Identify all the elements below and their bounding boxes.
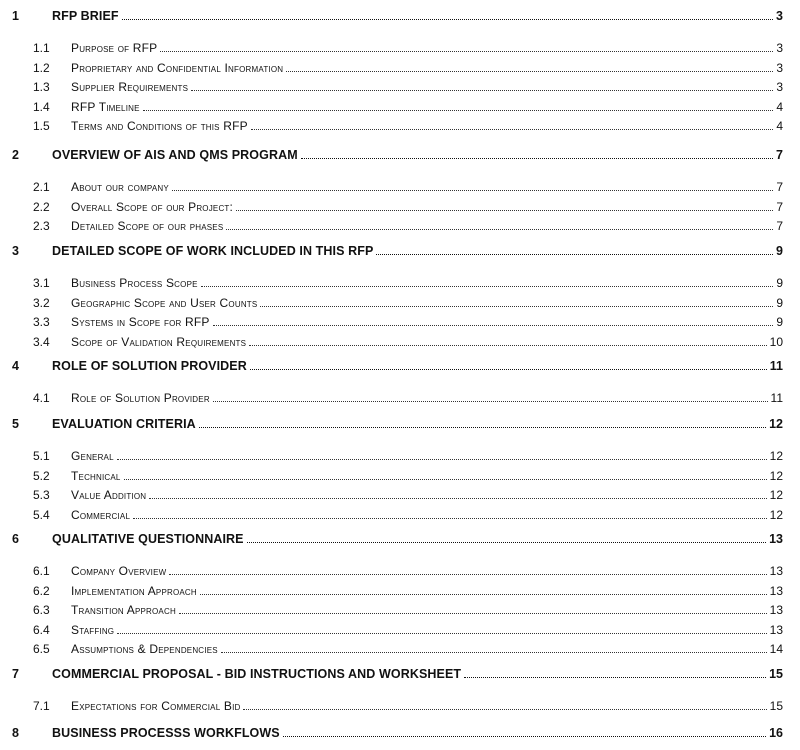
toc-entry-page-number: 12	[769, 507, 783, 522]
toc-section-7[interactable]	[0, 664, 800, 682]
toc-entry-title: DETAILED SCOPE OF WORK INCLUDED IN THIS RFP	[52, 244, 374, 258]
toc-entry-link[interactable]	[71, 335, 783, 349]
toc-entry-link[interactable]	[71, 449, 783, 463]
dot-leader	[201, 286, 774, 287]
toc-entry-title: Terms and Conditions of this RFP	[71, 119, 248, 133]
toc-entry-title: Technical	[71, 468, 121, 483]
toc-entry-number: 5.3	[33, 488, 50, 502]
dot-leader	[243, 709, 766, 710]
toc-entry-number: 6.5	[33, 642, 50, 656]
toc-entry-page-number: 10	[769, 334, 783, 349]
toc-entry-page-number: 13	[769, 603, 783, 617]
toc-entry-link[interactable]	[52, 532, 783, 546]
dot-leader	[179, 613, 767, 614]
toc-entry-title: COMMERCIAL PROPOSAL - BID INSTRUCTIONS AND WORKSHEET	[52, 667, 462, 681]
toc-subsection-1-5[interactable]	[0, 116, 800, 134]
toc-entry-title: Staffing	[71, 622, 115, 637]
toc-entry-title: Expectations for Commercial Bid	[71, 699, 241, 713]
toc-entry-title: Systems in Scope for RFP	[71, 315, 210, 329]
toc-entry-link[interactable]	[52, 417, 783, 431]
toc-section-3[interactable]	[0, 241, 800, 259]
toc-entry-number: 1.2	[33, 60, 50, 75]
toc-section-4[interactable]	[0, 356, 800, 374]
dot-leader	[301, 158, 773, 159]
toc-entry-title: Geographic Scope and User Counts	[71, 295, 258, 310]
dot-leader	[160, 51, 773, 52]
toc-subsection-4-1[interactable]	[0, 388, 800, 406]
toc-entry-link[interactable]	[52, 726, 783, 740]
toc-subsection-6-4[interactable]	[0, 620, 800, 638]
toc-entry-title: RFP BRIEF	[52, 9, 119, 23]
toc-entry-link[interactable]	[52, 359, 783, 373]
toc-entry-link[interactable]	[52, 148, 783, 162]
toc-section-6[interactable]	[0, 529, 800, 547]
toc-entry-page-number: 9	[776, 315, 783, 329]
toc-subsection-6-1[interactable]	[0, 561, 800, 579]
toc-entry-number: 3	[12, 244, 19, 258]
toc-entry-page-number: 7	[776, 148, 783, 162]
toc-entry-page-number: 4	[776, 119, 783, 133]
toc-subsection-6-3[interactable]	[0, 600, 800, 618]
toc-subsection-6-5[interactable]	[0, 639, 800, 657]
toc-entry-link[interactable]	[71, 41, 783, 55]
toc-entry-title: Transition Approach	[71, 603, 176, 617]
toc-subsection-1-1[interactable]	[0, 38, 800, 56]
toc-entry-title: Role of Solution Provider	[71, 391, 210, 405]
toc-entry-title: Company Overview	[71, 564, 167, 578]
dot-leader	[283, 736, 766, 737]
toc-entry-number: 5.2	[33, 468, 50, 483]
toc-subsection-5-4[interactable]	[0, 505, 800, 523]
dot-leader	[122, 19, 773, 20]
dot-leader	[464, 677, 766, 678]
dot-leader	[199, 427, 766, 428]
dot-leader	[149, 498, 766, 499]
toc-entry-number: 5.4	[33, 507, 50, 522]
toc-entry-number: 2	[12, 148, 19, 162]
toc-entry-link[interactable]	[71, 200, 783, 214]
toc-entry-link[interactable]	[52, 667, 783, 681]
toc-subsection-3-1[interactable]	[0, 273, 800, 291]
toc-subsection-6-2[interactable]	[0, 581, 800, 599]
toc-entry-link[interactable]	[71, 488, 783, 502]
toc-entry-link[interactable]	[71, 469, 783, 483]
toc-entry-page-number: 3	[776, 80, 783, 94]
toc-entry-number: 3.3	[33, 315, 50, 329]
toc-entry-title: QUALITATIVE QUESTIONNAIRE	[52, 532, 244, 546]
toc-entry-title: Business Process Scope	[71, 276, 198, 290]
toc-entry-number: 2.2	[33, 199, 50, 214]
dot-leader	[213, 401, 768, 402]
toc-entry-number: 8	[12, 726, 19, 740]
toc-entry-number: 7	[12, 667, 19, 681]
toc-entry-number: 7.1	[33, 699, 50, 713]
toc-subsection-2-1[interactable]	[0, 177, 800, 195]
toc-entry-page-number: 12	[769, 468, 783, 483]
toc-entry-title: Value Addition	[71, 488, 147, 502]
toc-entry-link[interactable]	[71, 119, 783, 133]
toc-entry-number: 2.1	[33, 180, 50, 194]
toc-entry-page-number: 12	[769, 417, 783, 431]
toc-entry-title: Overall Scope of our Project:	[71, 199, 234, 214]
toc-entry-number: 1.3	[33, 80, 50, 94]
toc-entry-title: BUSINESS PROCESSS WORKFLOWS	[52, 726, 280, 740]
dot-leader	[221, 652, 767, 653]
toc-entry-link[interactable]	[71, 100, 783, 114]
toc-subsection-1-2[interactable]	[0, 58, 800, 76]
toc-entry-link[interactable]	[71, 584, 783, 598]
toc-subsection-3-2[interactable]	[0, 293, 800, 311]
dot-leader	[124, 479, 767, 480]
dot-leader	[191, 90, 773, 91]
toc-entry-page-number: 13	[769, 583, 783, 598]
toc-entry-number: 1	[12, 9, 19, 23]
toc-entry-link[interactable]	[71, 219, 783, 233]
toc-section-1[interactable]	[0, 6, 800, 24]
dot-leader	[286, 71, 773, 72]
toc-entry-title: ROLE OF SOLUTION PROVIDER	[52, 359, 247, 373]
toc-entry-page-number: 13	[769, 532, 783, 546]
dot-leader	[376, 254, 773, 255]
dot-leader	[117, 633, 766, 634]
toc-entry-page-number: 4	[776, 99, 783, 114]
toc-section-8[interactable]	[0, 723, 800, 741]
toc-entry-title: Commercial	[71, 507, 131, 522]
toc-entry-link[interactable]	[71, 315, 783, 329]
toc-entry-title: About our company	[71, 180, 169, 194]
toc-section-5[interactable]	[0, 414, 800, 432]
toc-subsection-3-3[interactable]	[0, 312, 800, 330]
dot-leader	[247, 542, 766, 543]
toc-entry-link[interactable]	[71, 564, 783, 578]
toc-entry-title: Detailed Scope of our phases	[71, 219, 224, 233]
toc-entry-page-number: 9	[776, 295, 783, 310]
toc-entry-number: 6.1	[33, 564, 50, 578]
toc-section-2[interactable]	[0, 145, 800, 163]
toc-entry-page-number: 3	[776, 41, 783, 55]
toc-subsection-7-1[interactable]	[0, 696, 800, 714]
toc-entry-title: RFP Timeline	[71, 99, 140, 114]
toc-entry-link[interactable]	[52, 9, 783, 23]
toc-entry-title: EVALUATION CRITERIA	[52, 417, 196, 431]
toc-entry-title: Scope of Validation Requirements	[71, 334, 247, 349]
toc-subsection-5-3[interactable]	[0, 485, 800, 503]
toc-entry-page-number: 7	[776, 199, 783, 214]
toc-entry-link[interactable]	[71, 80, 783, 94]
toc-subsection-1-4[interactable]	[0, 97, 800, 115]
dot-leader	[133, 518, 767, 519]
toc-entry-number: 5.1	[33, 449, 50, 463]
toc-entry-number: 4.1	[33, 391, 50, 405]
toc-entry-page-number: 3	[776, 9, 783, 23]
toc-entry-page-number: 9	[776, 276, 783, 290]
toc-entry-page-number: 14	[769, 642, 783, 656]
dot-leader	[236, 210, 773, 211]
toc-entry-page-number: 15	[769, 699, 783, 713]
dot-leader	[251, 129, 773, 130]
toc-entry-page-number: 3	[776, 60, 783, 75]
toc-entry-link[interactable]	[52, 244, 783, 258]
dot-leader	[172, 190, 773, 191]
toc-subsection-5-1[interactable]	[0, 446, 800, 464]
dot-leader	[117, 459, 767, 460]
toc-entry-title: Implementation Approach	[71, 583, 197, 598]
toc-entry-link[interactable]	[71, 603, 783, 617]
toc-entry-page-number: 11	[770, 391, 783, 405]
toc-entry-link[interactable]	[71, 699, 783, 713]
toc-entry-page-number: 13	[769, 622, 783, 637]
toc-entry-page-number: 11	[769, 359, 783, 373]
toc-entry-number: 6.4	[33, 622, 50, 637]
toc-entry-link[interactable]	[71, 642, 783, 656]
toc-entry-title: OVERVIEW OF AIS AND QMS PROGRAM	[52, 148, 298, 162]
dot-leader	[226, 229, 773, 230]
toc-entry-number: 1.1	[33, 41, 50, 55]
dot-leader	[200, 594, 767, 595]
toc-entry-title: General	[71, 449, 114, 463]
toc-entry-title: Proprietary and Confidential Information	[71, 60, 284, 75]
dot-leader	[249, 345, 766, 346]
toc-entry-page-number: 13	[769, 564, 783, 578]
toc-entry-number: 6.2	[33, 583, 50, 598]
toc-entry-page-number: 12	[769, 488, 783, 502]
toc-entry-page-number: 7	[776, 180, 783, 194]
toc-entry-number: 2.3	[33, 219, 50, 233]
toc-entry-page-number: 7	[776, 219, 783, 233]
toc-entry-number: 3.4	[33, 334, 50, 349]
toc-entry-number: 6	[12, 532, 19, 546]
dot-leader	[260, 306, 773, 307]
toc-entry-number: 5	[12, 417, 19, 431]
toc-entry-link[interactable]	[71, 276, 783, 290]
toc-entry-number: 3.2	[33, 295, 50, 310]
toc-entry-title: Assumptions & Dependencies	[71, 642, 218, 656]
toc-entry-page-number: 12	[769, 449, 783, 463]
toc-subsection-2-2[interactable]	[0, 197, 800, 215]
toc-entry-title: Purpose of RFP	[71, 41, 158, 55]
toc-entry-link[interactable]	[71, 508, 783, 522]
toc-entry-link[interactable]	[71, 180, 783, 194]
toc-subsection-3-4[interactable]	[0, 332, 800, 350]
toc-subsection-1-3[interactable]	[0, 77, 800, 95]
toc-entry-title: Supplier Requirements	[71, 80, 189, 94]
toc-entry-page-number: 15	[769, 667, 783, 681]
toc-entry-link[interactable]	[71, 61, 783, 75]
toc-subsection-2-3[interactable]	[0, 216, 800, 234]
dot-leader	[143, 110, 774, 111]
toc-entry-link[interactable]	[71, 623, 783, 637]
dot-leader	[169, 574, 766, 575]
toc-entry-page-number: 16	[769, 726, 783, 740]
toc-entry-number: 1.4	[33, 99, 50, 114]
toc-entry-link[interactable]	[71, 296, 783, 310]
toc-entry-number: 3.1	[33, 276, 50, 290]
toc-entry-number: 1.5	[33, 119, 50, 133]
toc-subsection-5-2[interactable]	[0, 466, 800, 484]
toc-entry-link[interactable]	[71, 391, 783, 405]
dot-leader	[213, 325, 774, 326]
toc-entry-number: 4	[12, 359, 19, 373]
toc-entry-number: 6.3	[33, 603, 50, 617]
dot-leader	[250, 369, 767, 370]
toc-entry-page-number: 9	[776, 244, 783, 258]
